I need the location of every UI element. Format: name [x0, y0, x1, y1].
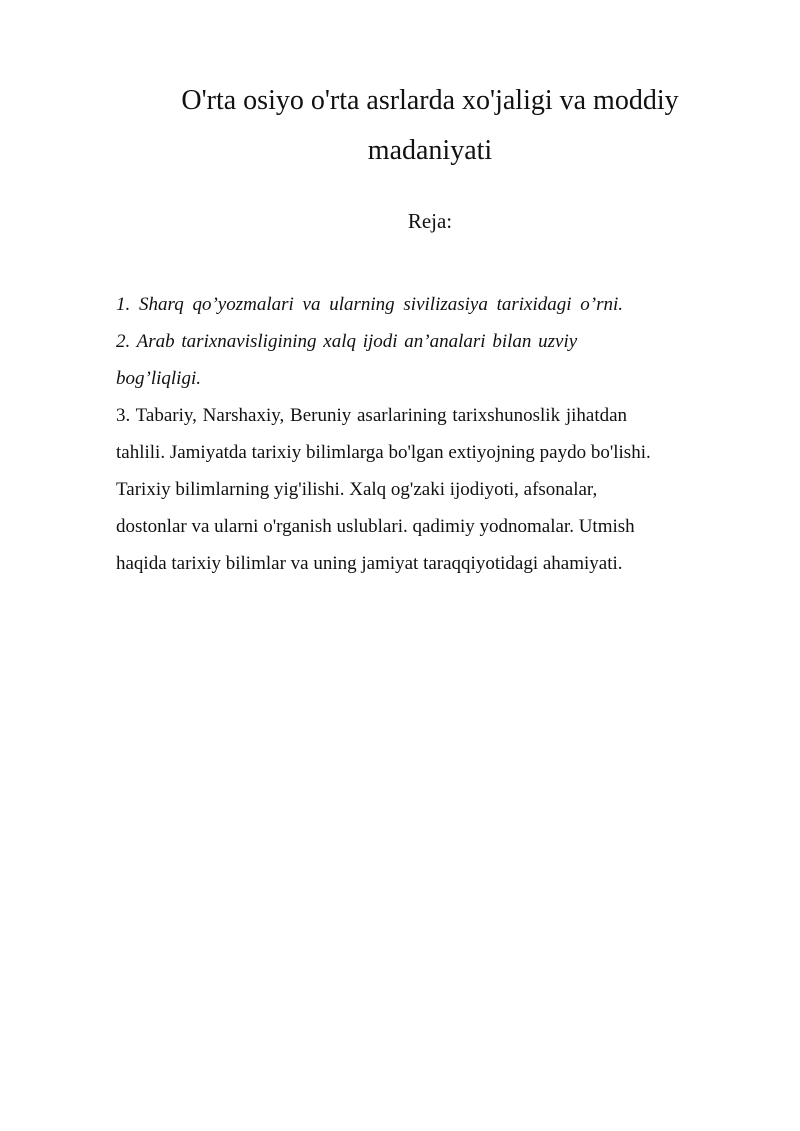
plan-item-3-line-5: haqida tarixiy bilimlar va uning jamiyat taraqqiyotidagi ahamiyati. [116, 553, 623, 574]
plan-item-3-line-3: Tarixiy bilimlarning yig'ilishi. Xalq og'zaki ijodiyoti, afsonalar, [116, 479, 598, 500]
plan-item-3-line-2: tahlili. Jamiyatda tarixiy bilimlarga bo'lgan extiyojning paydo bo'lishi. [116, 442, 651, 463]
document-title: O'rta osiyo o'rta asrlarda xo'jaligi va moddiy madaniyati [181, 85, 679, 166]
plan-item-3-line-4: dostonlar va ularni o'rganish uslublari. qadimiy yodnomalar. Utmish [116, 516, 635, 537]
plan-item-3-line-1: 3. Tabariy, Narshaxiy, Beruniy asarlarining tarixshunoslik jihatdan [116, 405, 628, 426]
plan-heading: Reja: [407, 209, 453, 233]
plan-list [116, 286, 766, 582]
plan-item-2-line-2: bog’liqligi. [116, 368, 201, 389]
plan-item-2-line-1: 2. Arab tarixnavisligining xalq ijodi an’analari bilan uzviy [116, 331, 578, 352]
plan-item-1-line-1: 1. Sharq qo’yozmalari va ularning sivilizasiya tarixidagi o’rni. [116, 294, 624, 315]
